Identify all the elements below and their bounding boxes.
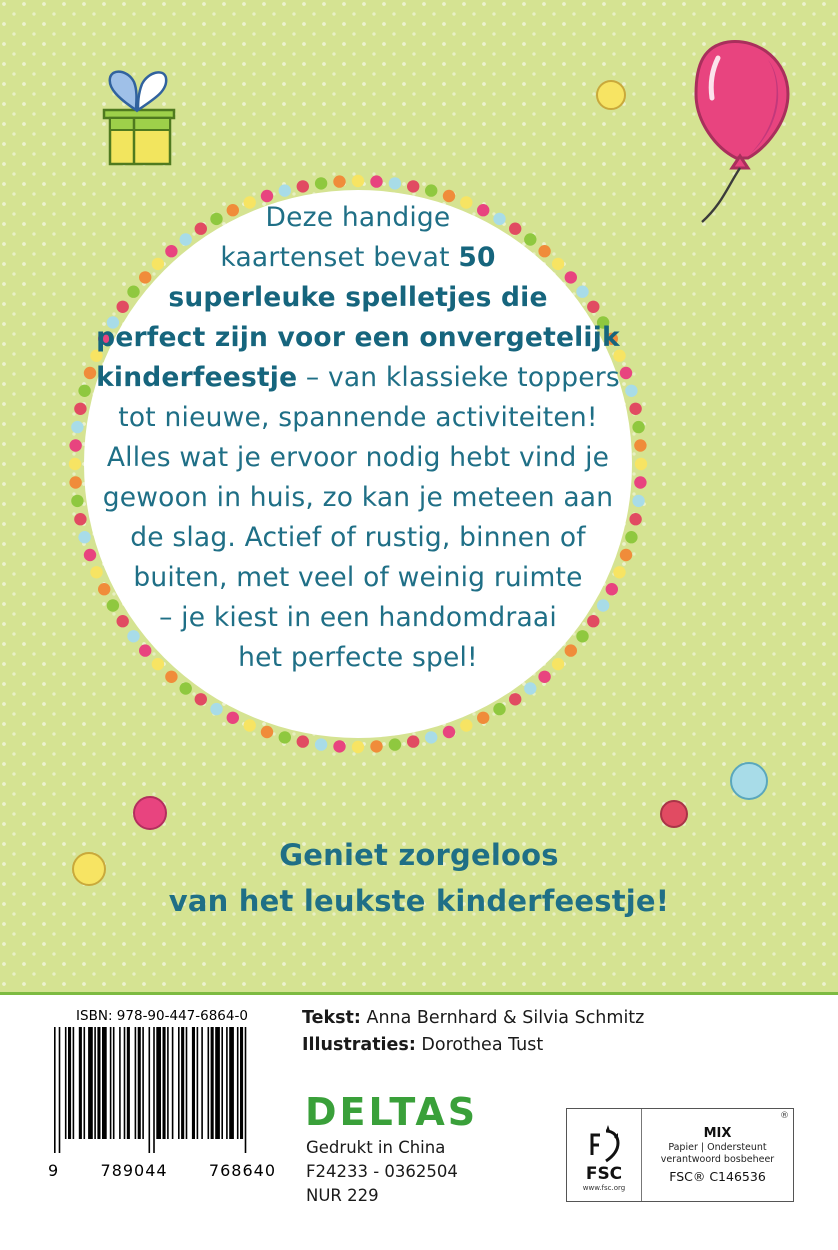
blurb-line-12: het perfecte spel! — [238, 642, 478, 673]
tagline-line-2: van het leukste kinderfeestje! — [168, 884, 670, 918]
blurb-line-9: de slag. Actief of rustig, binnen of — [130, 522, 586, 553]
barcode-digits-right: 768640 — [208, 1161, 276, 1180]
blurb-line-5-bold: kinderfeestje — [96, 362, 298, 393]
blurb-line-11: – je kiest in een handomdraai — [159, 602, 557, 633]
blurb-line-6: tot nieuwe, spannende activiteiten! — [118, 402, 598, 433]
fsc-certification-box — [566, 1108, 794, 1202]
barcode-digit-lead: 9 — [48, 1161, 60, 1180]
barcode-digits — [46, 1161, 278, 1180]
barcode-bars — [46, 1027, 278, 1159]
fsc-logo — [567, 1109, 642, 1201]
blurb-line-1: Deze handige — [265, 202, 451, 233]
isbn-label: ISBN: 978-90-447-6864-0 — [76, 1008, 248, 1024]
barcode-digits-left: 789044 — [100, 1161, 168, 1180]
fsc-abbreviation: FSC — [585, 1163, 623, 1184]
printed-in: Gedrukt in China — [306, 1138, 446, 1157]
tagline-line-1: Geniet zorgeloos — [279, 838, 559, 872]
confetti-dot-pink — [133, 796, 167, 830]
fsc-tree-icon — [584, 1121, 624, 1165]
fsc-description-line-2: verantwoord bosbeheer — [660, 1154, 775, 1165]
credit-illustrations-label: Illustraties: — [302, 1035, 416, 1055]
fsc-description-line-1: Papier | Ondersteunt — [668, 1142, 767, 1153]
blurb-line-8: gewoon in huis, zo kan je meteen aan — [102, 482, 614, 513]
confetti-dot-yellow — [596, 80, 626, 110]
publisher-details — [306, 1136, 458, 1208]
blurb-line-2-prefix: kaartenset bevat — [220, 242, 459, 273]
nur-code: NUR 229 — [306, 1186, 379, 1205]
credit-text-label: Tekst: — [302, 1008, 361, 1028]
blurb-line-2 — [82, 238, 634, 278]
tagline — [60, 832, 778, 924]
blurb-line-4: perfect zijn voor een onvergetelijk — [96, 322, 620, 353]
isbn-block — [46, 1008, 278, 1180]
footer-divider — [0, 992, 838, 995]
fsc-description — [661, 1142, 774, 1166]
blurb-line-10: buiten, met veel of weinig ruimte — [133, 562, 583, 593]
credit-text-line — [302, 1005, 772, 1032]
blurb-line-2-bold: 50 — [458, 242, 496, 273]
gift-box-icon — [74, 60, 204, 180]
blurb-text — [82, 198, 634, 678]
fsc-details — [642, 1109, 793, 1201]
confetti-dot-blue — [730, 762, 768, 800]
credit-illustrations-value: Dorothea Tust — [415, 1035, 544, 1055]
fsc-url: www.fsc.org — [582, 1183, 626, 1192]
blurb-line-5-rest: – van klassieke toppers — [297, 362, 620, 393]
confetti-dot-red — [660, 800, 688, 828]
credit-illustrations-line — [302, 1032, 772, 1059]
fsc-code: FSC® C146536 — [669, 1169, 766, 1184]
credit-text-value: Anna Bernhard & Silvia Schmitz — [360, 1008, 645, 1028]
credits-block — [302, 1005, 772, 1059]
barcode — [46, 1027, 278, 1159]
blurb-line-5 — [82, 358, 634, 398]
blurb-line-7: Alles wat je ervoor nodig hebt vind je — [106, 442, 610, 473]
fsc-registered-mark: ® — [780, 1111, 789, 1121]
product-code: F24233 - 0362504 — [306, 1162, 458, 1181]
blurb-line-3: superleuke spelletjes die — [168, 282, 548, 313]
fsc-mix-label: MIX — [703, 1126, 732, 1141]
publisher-logo: DELTAS — [305, 1090, 479, 1134]
balloon-icon — [662, 36, 802, 236]
